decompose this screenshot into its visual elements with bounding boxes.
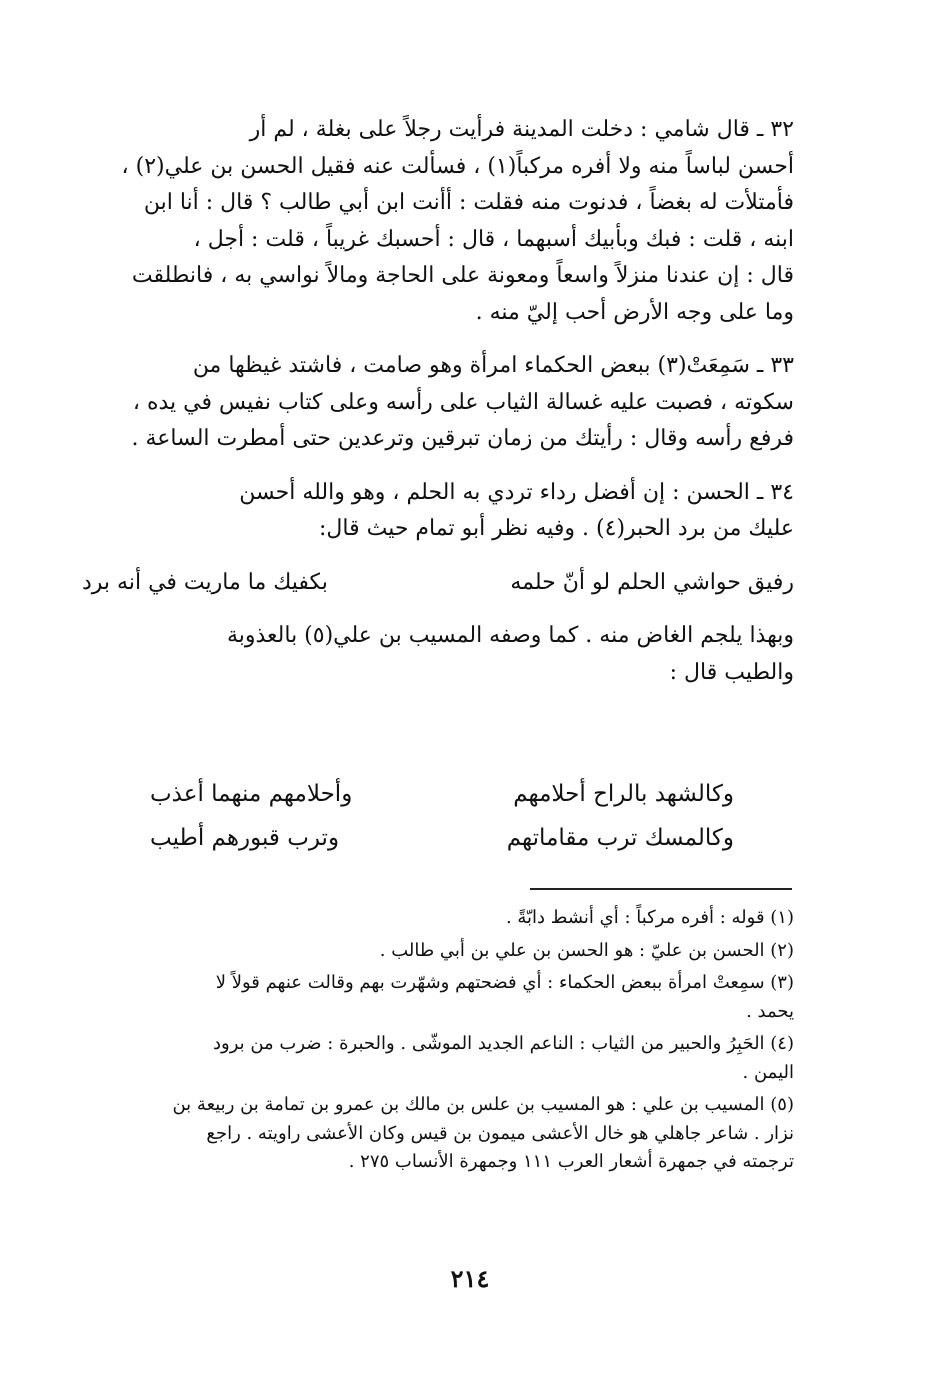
footnote-line: (٢) الحسن بن عليّ : هو الحسن بن علي بن أبي طالب .	[379, 939, 794, 961]
page-number: ٢١٤	[450, 1264, 490, 1293]
text-line: ابنه ، قلت : فبك وبأبيك أسبهما ، قال : أحسبك غريباً ، قلت : أجل ،	[193, 226, 794, 252]
paragraph-33	[82, 348, 794, 458]
footnote-line: نزار . شاعر جاهلي هو خال الأعشى ميمون بن قيس وكان الأعشى راويته . راجع	[206, 1122, 794, 1144]
text-line: فأمتلأت له بغضاً ، فدنوت منه فقلت : أأنت ابن أبي طالب ؟ قال : أنا ابن	[143, 190, 794, 215]
footnote-line: يحمد .	[746, 1000, 794, 1022]
poem	[150, 772, 734, 860]
footnote-line: (٣) سمِعتْ امرأة ببعض الحكماء : أي فضحتهم وشهّرت بهم وقالت عنهم قولاً لا	[215, 972, 794, 993]
text-line: ٣٢ ـ قال شامي : دخلت المدينة فرأيت رجلاً على بغلة ، لم أر	[249, 117, 794, 142]
footnote-line: اليمن .	[742, 1061, 794, 1083]
verse-first-hemistich: رفيق حواشي الحلم لو أنّ حلمه	[510, 569, 794, 595]
footnote-line: (٥) المسيب بن علي : هو المسيب بن علس بن مالك بن عمرو بن تمامة بن ربيعة بن	[172, 1094, 794, 1115]
footnotes	[82, 904, 794, 1181]
text-line: ٣٤ ـ الحسن : إن أفضل رداء تردي به الحلم ، وهو والله أحسن	[239, 479, 794, 505]
text-line: أحسن لباساً منه ولا أفره مركباً(١) ، فسألت عنه فقيل الحسن بن علي(٢) ،	[121, 153, 794, 179]
poem-verse	[150, 772, 734, 816]
footnote-line: ترجمته في جمهرة أشعار العرب ١١١ وجمهرة الأنساب ٢٧٥ .	[348, 1151, 794, 1172]
footnote-1	[82, 904, 794, 933]
footnote-separator	[530, 888, 792, 890]
poem-second-hemistich: وترب قبورهم أطيب	[150, 825, 340, 851]
verse-abu-tammam	[82, 565, 794, 602]
poem-second-hemistich: وأحلامهم منهما أعذب	[150, 781, 353, 807]
paragraph-34	[82, 475, 794, 548]
footnote-4	[82, 1030, 794, 1087]
poem-first-hemistich: وكالشهد بالراح أحلامهم	[513, 781, 734, 807]
text-line: ٣٣ ـ سَمِعَتْ(٣) ببعض الحكماء امرأة وهو صامت ، فاشتد غيظها من	[192, 353, 794, 378]
text-line: وما على وجه الأرض أحب إليّ منه .	[475, 299, 794, 325]
footnote-3	[82, 969, 794, 1026]
text-line: فرفع رأسه وقال : رأيتك من زمان تبرقين وترعدين حتى أمطرت الساعة .	[131, 426, 794, 451]
paragraph-musayyab	[82, 618, 794, 691]
footnote-line: (٤) الحَبِرُ والحبير من الثياب : الناعم الجديد الموشّى . والحبرة : ضرب من برود	[212, 1033, 794, 1054]
verse-second-hemistich: بكفيك ما ماريت في أنه برد	[82, 569, 328, 595]
footnote-line: (١) قوله : أفره مركباً : أي أنشط دابّةً .	[505, 907, 794, 928]
main-text	[82, 112, 794, 708]
text-line: عليك من برد الحبر(٤) . وفيه نظر أبو تمام حيث قال:	[318, 516, 794, 541]
footnote-5	[82, 1091, 794, 1177]
paragraph-32	[82, 112, 794, 331]
text-line: وبهذا يلجم الغاض منه . كما وصفه المسيب بن علي(٥) بالعذوبة	[226, 623, 794, 648]
text-line: والطيب قال :	[669, 659, 794, 685]
text-line: قال : إن عندنا منزلاً واسعاً ومعونة على الحاجة ومالاً نواسي به ، فانطلقت	[131, 263, 794, 288]
poem-verse	[150, 816, 734, 860]
footnote-2	[82, 937, 794, 966]
text-line: سكوته ، فصبت عليه غسالة الثياب على رأسه وعلى كتاب نفيس في يده ،	[132, 389, 794, 415]
poem-first-hemistich: وكالمسك ترب مقاماتهم	[506, 825, 734, 851]
